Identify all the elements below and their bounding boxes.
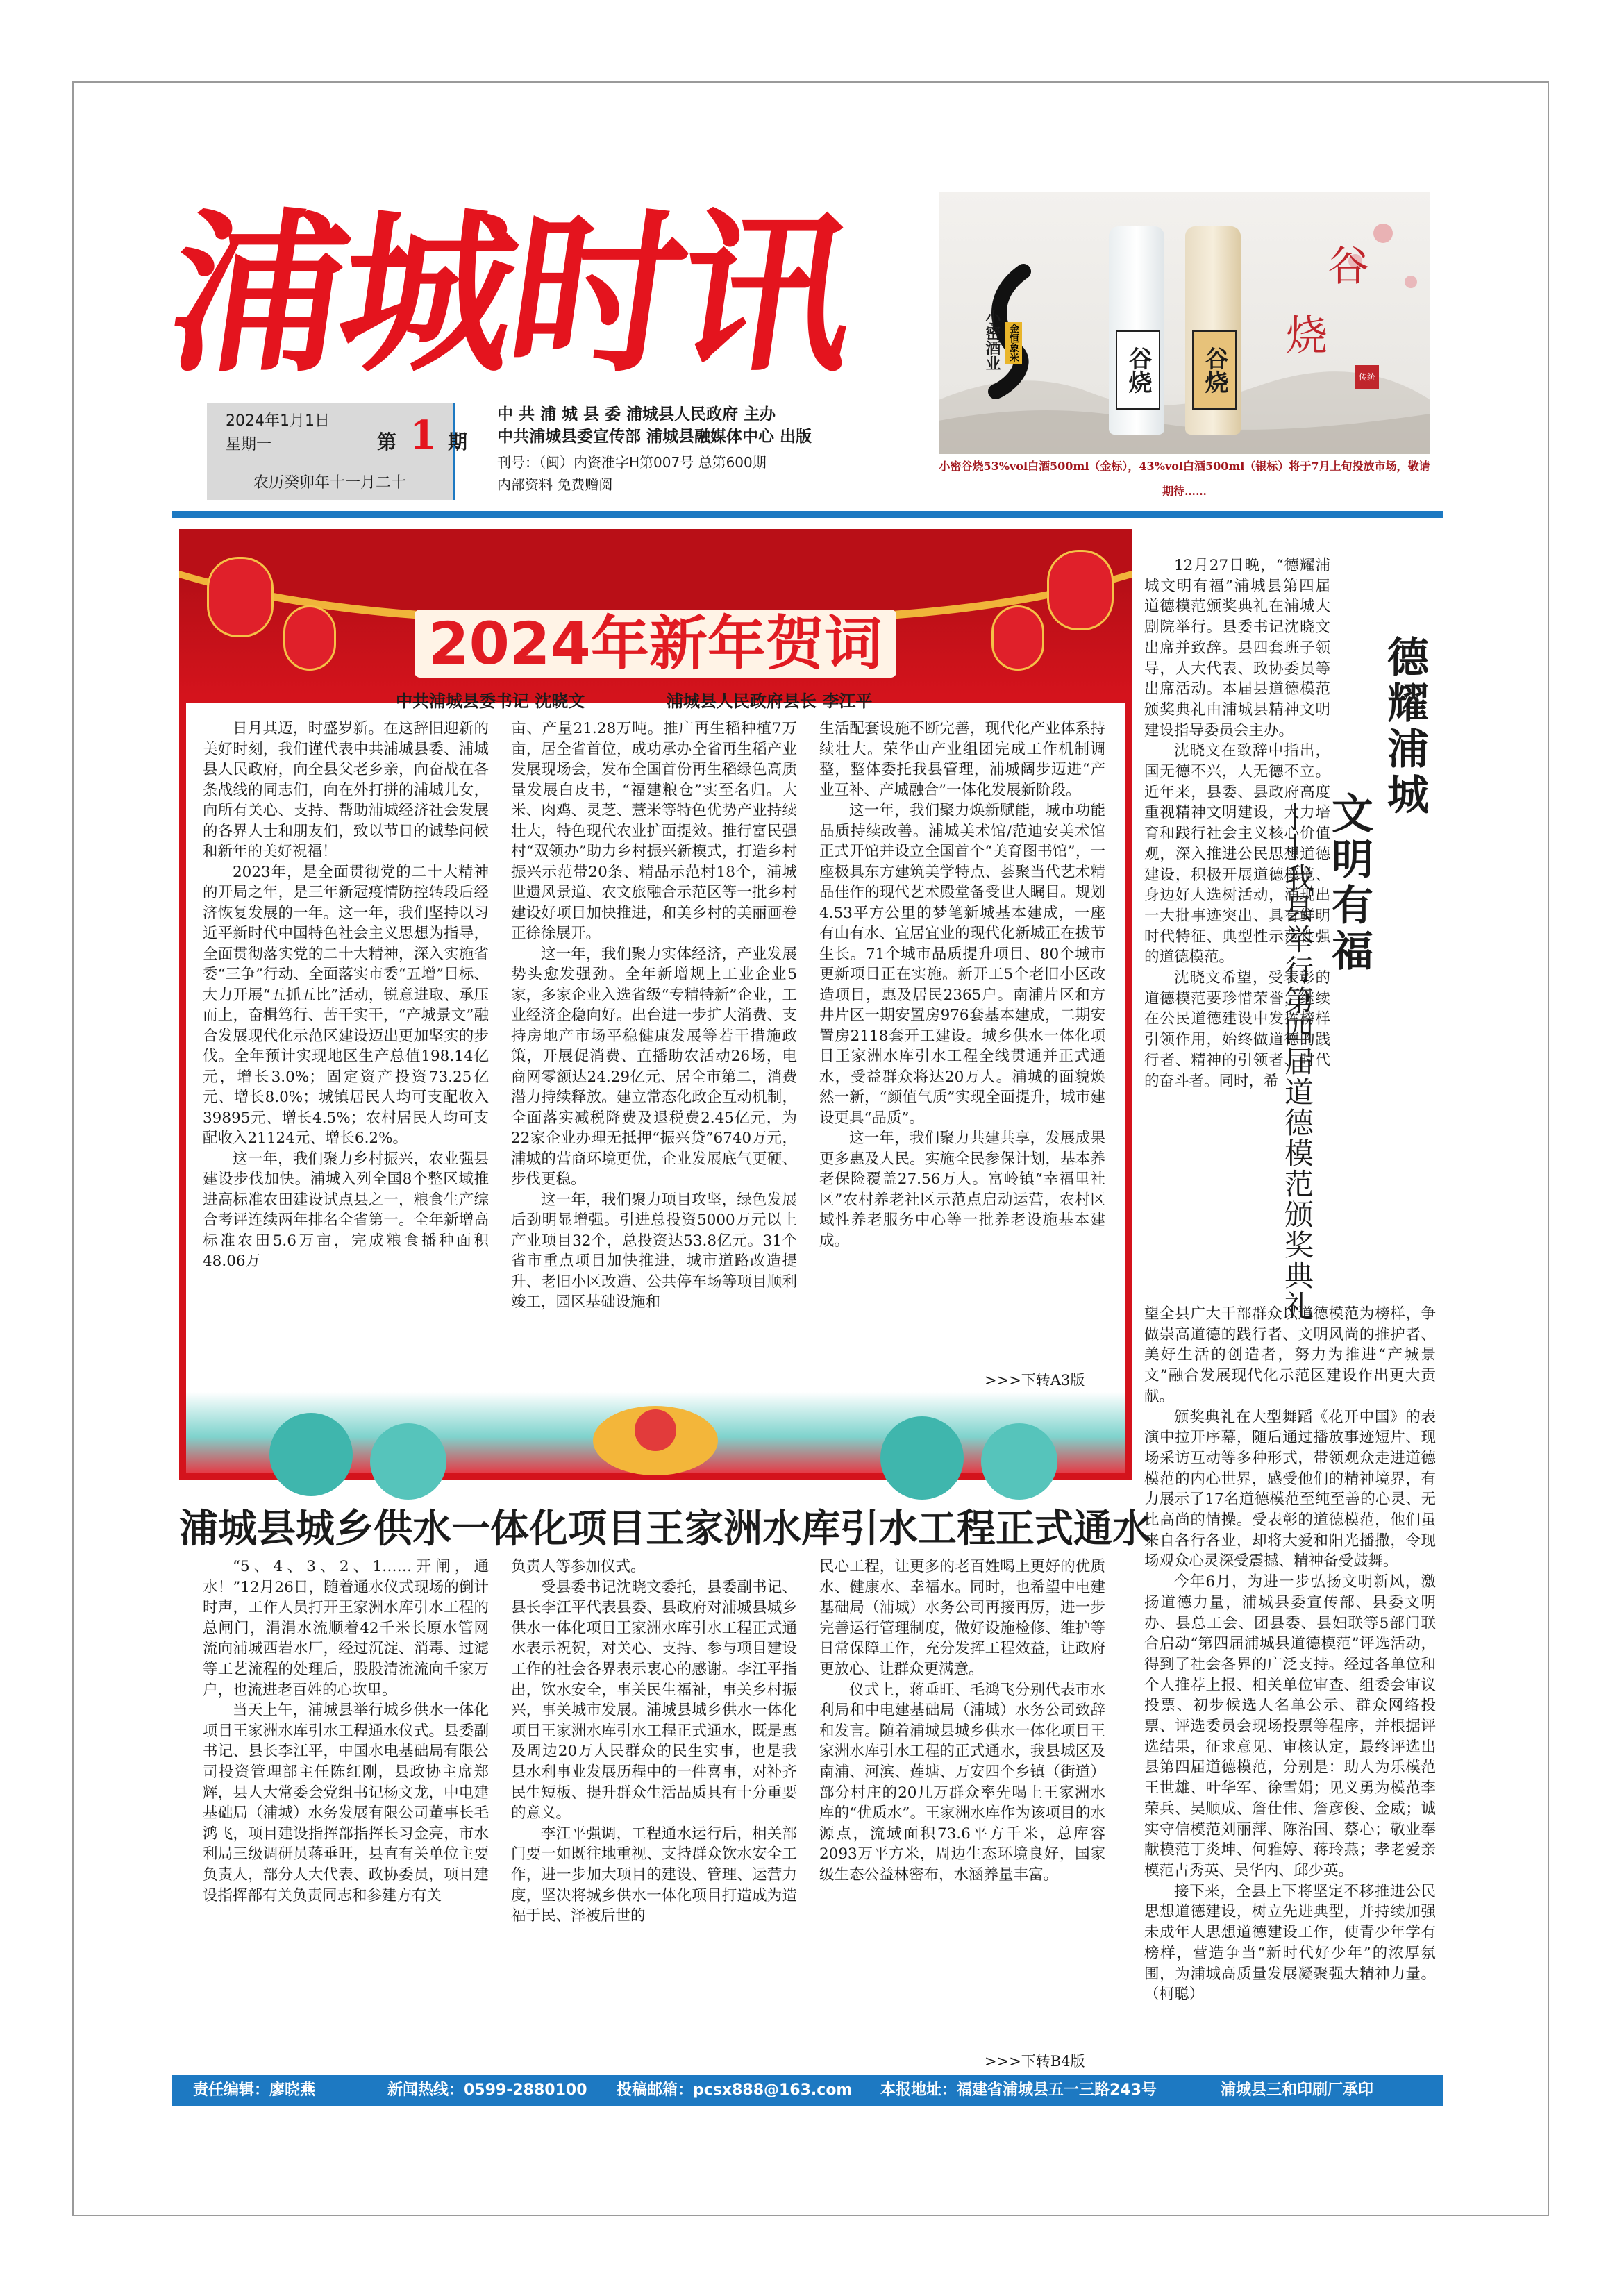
footer-editor: 责任编辑：廖晓燕 <box>193 2081 316 2099</box>
right-paragraph: 接下来，全县上下将坚定不移推进公民思想道德建设，树立先进典型，并持续加强未成年人思想道德建设工作，使青少年学有榜样，营造争当“新时代好少年”的浓厚氛围，为浦城高质量发展凝聚强大精神力量。 （柯聪） <box>1144 1882 1436 2004</box>
footer-address: 本报地址：福建省浦城县五一三路243号 <box>880 2081 1157 2099</box>
masthead-title: 浦城时讯 <box>158 194 864 396</box>
gold-bottle-label: 谷烧 <box>1192 330 1237 410</box>
water-paragraph: 李江平强调，工程通水运行后，相关部门要一如既往地重视、支持群众饮水安全工作，进一步加大项目的建设、管理、运营力度，坚决将城乡供水一体化项目打造成为造福于民、泽被后世的 <box>511 1825 797 1925</box>
publisher-line-3: 刊号：（闽）内资准字H第007号 总第600期 <box>497 454 767 471</box>
ad-seal: 传统 <box>1355 365 1379 389</box>
ad-caption: 小密谷烧53%vol白酒500ml（金标），43%vol白酒500ml（银标）将于7月上旬投放市场，敬请期待…… <box>939 454 1430 479</box>
right-paragraph: 颁奖典礼在大型舞蹈《花开中国》的表演中拉开序幕，随后通过播放事迹短片、现场采访互动等多种形式，带领观众走进道德模范的内心世界，感受他们的精神境界，有力展示了17名道德模范至纯至善的心灵、无比高尚的情操。受表彰的道德模范，他们虽来自各行各业，却将大爱和阳光播撒，令现场观众心灵深受震撼、精神备受鼓舞。 <box>1144 1408 1436 1570</box>
right-paragraph: 今年6月，为进一步弘扬文明新风，激扬道德力量，浦城县委宣传部、县委文明办、县总工会、团县委、县妇联等5部门联合启动“第四届浦城县道德模范”评选活动，得到了社会各界的广泛支持。经过各单位和个人推荐上报、相关单位审查、组委会审议投票、初步候选人名单公示、群众网络投票、评选委员会现场投票等程序，并根据评选结果，征求意见、审核认定，最终评选出县第四届道德模范，分别是：助人为乐模范王世雄、叶华军、徐雪娟；见义勇为模范李荣兵、吴顺成、詹仕伟、詹彦俊、金威；诚实守信模范刘丽萍、陈治国、蔡心；敬业奉献模范丁炎坤、何雅婷、蒋玲燕；孝老爱亲模范占秀英、吴华内、邱少英。 <box>1144 1573 1436 1879</box>
water-paragraph: 负责人等参加仪式。 <box>511 1558 646 1575</box>
right-paragraph: 望全县广大干部群众以道德模范为榜样，争做崇高道德的践行者、文明风尚的推护者、美好生活的创造者，努力为推进“产城景文”融合发展现代化示范区建设作出更大贡献。 <box>1144 1305 1436 1405</box>
ad-big-text-2: 烧 <box>1286 312 1328 360</box>
right-headline-2: 文明有福 <box>1325 791 1373 975</box>
water-paragraph: 受县委书记沈晓文委托，县委副书记、县长李江平代表县委、县政府对浦城县城乡供水一体化项目王家洲水库引水工程正式通水表示祝贺，对关心、支持、参与项目建设工作的社会各界表示衷心的感谢。李江平指出，饮水安全，事关民生福祉，事关乡村振兴，事关城市发展。浦城县城乡供水一体化项目王家洲水库引水工程正式通水，既是惠及周边20万人民群众的民生实事，也是我县水利事业发展历程中的一件喜事，对补齐民生短板、提升群众生活品质具有十分重要的意义。 <box>511 1578 797 1822</box>
masthead-rule <box>172 511 1443 518</box>
right-headline-1: 德耀浦城 <box>1380 635 1429 819</box>
water-headline: 浦城县城乡供水一体化项目王家洲水库引水工程正式通水 <box>179 1506 1151 1552</box>
issue-weekday: 星期一 <box>226 436 272 453</box>
water-paragraph: “5、4、3、2、1……开闸，通水！”12月26日，随着通水仪式现场的倒计时声，工作人员打开王家洲水库引水工程的总闸门，涓涓水流顺着42千米长原水管网流向浦城西岩水厂，经过沉淀、消毒、过滤等工艺流程的处理后，股股清流流向千家万户，也流进老百姓的心坎里。 <box>203 1558 489 1699</box>
ad-brand-name: 小密酒业 <box>983 310 1001 371</box>
issue-date: 2024年1月1日 <box>226 412 330 430</box>
right-paragraph: 沈晓文希望，受表彰的道德模范要珍惜荣誉，继续在公民道德建设中发挥榜样引领作用，始终做道德的践行者、精神的引领者、时代的奋斗者。同时，希 <box>1144 969 1330 1090</box>
water-column-2 <box>511 1557 797 1927</box>
greeting-column-1 <box>203 719 489 1272</box>
greeting-paragraph: 这一年，我们聚力实体经济，产业发展势头愈发强劲。全年新增规上工业企业5家，多家企业入选省级“专精特新”企业，工业经济企稳向好。出台进一步扩大消费、支持房地产市场平稳健康发展等若干措施政策，开展促消费、直播助农活动26场，电商网零额达24.29亿元、居全市第二，消费潜力持续释放。建立常态化政企互动机制，全面落实减税降费及退税费2.45亿元，为22家企业办理无抵押“振兴贷”6740万元，浦城的营商环境更优，企业发展底气更硬、步伐更稳。 <box>511 945 797 1188</box>
greeting-author-left: 中共浦城县委书记 沈晓文 <box>396 691 585 711</box>
right-article-narrow-column <box>1144 555 1330 1091</box>
liquor-advertisement <box>939 192 1430 498</box>
publisher-line-4: 内部资料 免费赠阅 <box>497 476 613 493</box>
publisher-line-1: 中 共 浦 城 县 委 浦城县人民政府 主办 <box>497 405 776 424</box>
right-paragraph: 12月27日晚，“德耀浦城文明有福”浦城县第四届道德模范颁奖典礼在浦城大剧院举行。县委书记沈晓文出席并致辞。县四套班子领导，人大代表、政协委员等出席活动。本届县道德模范颁奖典礼由浦城县精神文明建设指导委员会主办。 <box>1144 557 1330 739</box>
water-paragraph: 民心工程，让更多的老百姓喝上更好的优质水、健康水、幸福水。同时，也希望中电建基础局（浦城）水务公司再接再厉，进一步完善运行管理制度，做好设施检修、维护等日常保障工作，充分发挥工程效益，让政府更放心、让群众更满意。 <box>819 1558 1105 1678</box>
greeting-author-right: 浦城县人民政府县长 李江平 <box>667 691 873 711</box>
greeting-title <box>179 597 1132 681</box>
greeting-title-text: 2024年新年贺词 <box>415 610 896 678</box>
right-subtitle: ——我县举行第四届道德模范颁奖典礼 <box>1280 802 1314 1321</box>
footer-email[interactable]: 投稿邮箱：pcsx888@163.com <box>617 2081 853 2099</box>
ad-big-text-1: 谷 <box>1328 242 1369 291</box>
issue-suffix: 期 <box>448 430 468 453</box>
greeting-footer-decoration <box>186 1392 1125 1473</box>
right-article-wide-column <box>1144 1304 1436 2005</box>
greeting-paragraph: 这一年，我们聚力焕新赋能，城市功能品质持续改善。浦城美术馆/范迪安美术馆正式开馆并设立全国首个“美育图书馆”，一座极具东方建筑美学特点、荟聚当代艺术精品佳作的现代艺术殿堂备受世人瞩目。规划4.53平方公里的梦笔新城基本建成，一座有山有水、宜居宜业的现代化新城正在拔节生长。71个城市品质提升项目、80个城市更新项目正在实施。新开工5个老旧小区改造项目，惠及居民2365户。南浦片区和方井片区一期安置房976套基本建成，二期安置房2118套开工建设。城乡供水一体化项目王家洲水库引水工程全线贯通并正式通水，受益群众将达20万人。浦城的面貌焕然一新，“颜值气质”实现全面提升，城市建设更具“品质”。 <box>819 802 1105 1127</box>
water-column-3 <box>819 1557 1105 1886</box>
greeting-column-3 <box>819 719 1105 1251</box>
greeting-paragraph: 这一年，我们聚力共建共享，发展成果更多惠及人民。实施全民参保计划，基本养老保险覆盖27.56万人。富岭镇“幸福里社区”农村养老社区示范点启动运营，农村区域性养老服务中心等一批养老设施基本建成。 <box>819 1130 1105 1250</box>
silver-bottle-label: 谷烧 <box>1116 330 1160 410</box>
greeting-paragraph: 2023年，是全面贯彻党的二十大精神的开局之年，是三年新冠疫情防控转段后经济恢复发展的一年。这一年，我们坚持以习近平新时代中国特色社会主义思想为指导，全面贯彻落实党的二十大精神，深入实施省委“三争”行动、全面落实市委“五增”目标、大力开展“五抓五比”活动，锐意进取、承压而上，奋楫笃行、苦干实干，“产城景文”融合发展现代化示范区建设迈出更加坚实的步伐。全年预计实现地区生产总值198.14亿元，增长3.0%；固定资产投资73.25亿元、增长8.0%；城镇居民人均可支配收入39895元、增长4.5%；农村居民人均可支配收入21124元、增长6.2%。 <box>203 863 489 1147</box>
water-paragraph: 仪式上，蒋垂旺、毛鸿飞分别代表市水利局和中电建基础局（浦城）水务公司致辞和发言。随着浦城县城乡供水一体化项目王家洲水库引水工程的正式通水，我县城区及南浦、河滨、莲塘、万安四个乡镇（街道）部分村庄的20几万群众率先喝上王家洲水库的“优质水”。王家洲水库作为该项目的水源点，流域面积73.6平方千米，总库容2093万平方米，周边生态环境良好，国家级生态公益林密布，水涵养量丰富。 <box>819 1681 1105 1884</box>
greeting-paragraph: 日月其迈，时盛岁新。在这辞旧迎新的美好时刻，我们谨代表中共浦城县委、浦城县人民政府，向全县父老乡亲，向奋战在各条战线的同志们，向在外打拼的浦城儿女，向所有关心、支持、帮助浦城经济社会发展的各界人士和朋友们，致以节日的诚挚问候和新年的美好祝福！ <box>203 720 489 860</box>
footer-printer: 浦城县三和印刷厂承印 <box>1221 2081 1374 2099</box>
right-paragraph: 沈晓文在致辞中指出，国无德不兴，人无德不立。近年来，县委、县政府高度重视精神文明建设，大力培育和践行社会主义核心价值观，深入推进公民思想道德建设，积极开展道德模范、身边好人选树活动，涌现出一大批事迹突出、具有鲜明时代特征、典型性示范性强的道德模范。 <box>1144 742 1330 966</box>
greeting-paragraph: 亩、产量21.28万吨。推广再生稻种植7万亩，居全省首位，成功承办全省再生稻产业发展现场会，发布全国首份再生稻绿色高质量发展白皮书，“福建粮仓”实至名归。大米、肉鸡、灵芝、薏米等特色优势产业持续壮大，特色现代农业扩面提效。推行富民强村“双领办”助力乡村振兴新模式，打造乡村振兴示范带20条、精品示范村18个，浦城世遗风景道、农文旅融合示范区等一批乡村建设好项目加快推进，和美乡村的美丽画卷正徐徐展开。 <box>511 720 797 942</box>
greeting-paragraph: 这一年，我们聚力乡村振兴，农业强县建设步伐加快。浦城入列全国8个整区域推进高标准农田建设试点县之一，粮食生产综合考评连续两年排名全省第一。全年新增高标准农田5.6万亩，完成粮食播种面积48.06万 <box>203 1150 489 1270</box>
greeting-paragraph: 生活配套设施不断完善，现代化产业体系持续壮大。荣华山产业组团完成工作机制调整，整体委托我县管理，浦城阔步迈进“产业互补、产城融合”一体化发展新阶段。 <box>819 720 1105 799</box>
greeting-paragraph: 这一年，我们聚力项目攻坚，绿色发展后劲明显增强。引进总投资5000万元以上产业项目32个，总投资达53.8亿元。31个省市重点项目加快推进，城市道路改造提升、老旧小区改造、公共停车场等项目顺利竣工，园区基础设施和 <box>511 1191 797 1311</box>
silver-bottle <box>1109 226 1164 435</box>
ad-brand-mark <box>975 268 1051 393</box>
footer-hotline: 新闻热线：0599-2880100 <box>387 2081 587 2099</box>
gold-bottle <box>1185 226 1241 435</box>
publisher-line-2: 中共浦城县委宣传部 浦城县融媒体中心 出版 <box>497 428 812 446</box>
issue-number: 1 <box>410 412 437 458</box>
water-paragraph: 当天上午，浦城县举行城乡供水一体化项目王家洲水库引水工程通水仪式。县委副书记、县长李江平，中国水电基础局有限公司投资管理部主任陈红刚，县政协主席郑辉，县人大常委会党组书记杨文龙，中电建基础局（浦城）水务发展有限公司董事长毛鸿飞，项目建设指挥部指挥长习金亮，市水利局三级调研员蒋垂旺，县直有关单位主要负责人，部分人大代表、政协委员，项目建设指挥部有关负责同志和参建方有关 <box>203 1702 489 1904</box>
footer-bar <box>172 2075 1443 2106</box>
ad-brand-sub: 金恒象米 <box>1005 322 1022 364</box>
water-continue-link[interactable]: >>>下转B4版 <box>985 2053 1085 2070</box>
greeting-continue-link[interactable]: >>>下转A3版 <box>985 1372 1085 1389</box>
water-column-1 <box>203 1557 489 1906</box>
lunar-date: 农历癸卯年十一月二十 <box>253 474 407 492</box>
issue-prefix: 第 <box>377 430 397 453</box>
dragon-clouds-decoration <box>186 1392 1125 1473</box>
greeting-column-2 <box>511 719 797 1313</box>
